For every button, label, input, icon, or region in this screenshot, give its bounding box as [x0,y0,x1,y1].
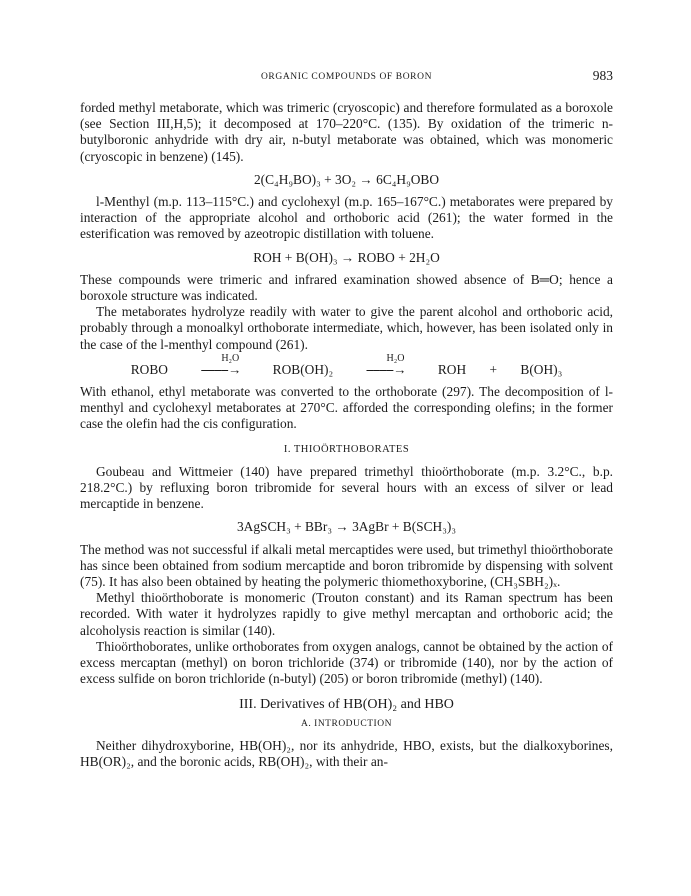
equation: ROH + B(OH)₃ → ROBO + 2H₂O [253,249,440,265]
reaction-arrow [356,352,414,378]
subsection-heading: A. INTRODUCTION [301,718,392,729]
paragraph: Thioörthoborates, unlike orthoborates from oxygen analogs, cannot be obtained by the action of excess mercaptan (methyl) on boron trichloride (374) or tribromide (140), nor by the action of excess sulfide on boron trichloride (n-butyl) (205) or boron tribromide (methyl) (140). [80,638,613,687]
equation-hydrolysis [80,352,613,378]
paragraph: The method was not successful if alkali metal mercaptides were used, but trimethyl thioörthoborate has since been obtained from sodium mercaptide and boron tribromide by dispensing with solvent (75). It has also been obtained by heating the polymeric thiomethoxyborine, (CH₃SBH₂)ₓ. [80,541,613,590]
body-text [80,100,613,770]
equation-term: ROH [437,361,467,377]
paragraph: Neither dihydroxyborine, HB(OH)₂, nor its anhydride, HBO, exists, but the dialkoxyborines, HB(OR)₂, and the boronic acids, RB(OH)₂, with their an- [80,737,613,770]
page-number: 983 [592,68,613,83]
paragraph: Goubeau and Wittmeier (140) have prepared trimethyl thioörthoborate (m.p. 3.2°C., b.p. 218.2°C.) by refluxing boron tribromide for several hours with an excess of silver or lead mercaptide in benzene. [80,463,613,512]
chapter-heading: III. Derivatives of HB(OH)₂ and HBO [239,696,454,712]
paragraph: With ethanol, ethyl metaborate was converted to the orthoborate (297). The decomposition of l-menthyl and cyclohexyl metaborates at 270°C. afforded the corresponding olefins; in the former case the olefin had the cis configuration. [80,384,613,432]
equation: 3AgSCH₃ + BBr₃ → 3AgBr + B(SCH₃)₃ [236,519,457,535]
paragraph: The metaborates hydrolyze readily with water to give the parent alcohol and orthoboric acid, probably through a monoalkyl orthoborate intermediate, which, however, has been isolated only in the case of the l-menthyl compound (261). [80,304,613,352]
paragraph: These compounds were trimeric and infrared examination showed absence of B═O; hence a boroxole structure was indicated. [80,271,613,304]
equation-term: ROBO [130,361,168,377]
equation-plus: + [489,361,498,377]
paragraph: forded methyl metaborate, which was trimeric (cryoscopic) and therefore formulated as a boroxole (see Section III,H,5); it decomposed at 170–220°C. (135). By oxidation of the trimeric n-butylboronic anhydride with dry air, n-butyl metaborate was obtained, which was monomeric (cryoscopic in benzene) (145). [80,100,613,164]
arrow-label: H₂O [221,352,240,364]
paragraph: l-Menthyl (m.p. 113–115°C.) and cyclohexyl (m.p. 165–167°C.) metaborates were prepared by interaction of the appropriate alcohol and orthoboric acid (261); the water formed in the esterification was removed by azeotropic distillation with toluene. [80,194,613,242]
arrow-line: ⎯⎯⎯⎯→ [201,361,242,377]
equation-term: ROB(OH)₂ [272,361,334,377]
equation: 2(C₄H₉BO)₃ + 3O₂ → 6C₄H₉OBO [253,171,440,187]
reaction-arrow [191,352,249,378]
arrow-label: H₂O [386,352,405,364]
equation-term: B(OH)₃ [520,361,563,377]
section-heading: I. THIOÖRTHOBORATES [283,443,410,455]
running-head: ORGANIC COMPOUNDS OF BORON [260,72,433,82]
arrow-line: ⎯⎯⎯⎯→ [366,361,407,377]
paragraph: Methyl thioörthoborate is monomeric (Trouton constant) and its Raman spectrum has been recorded. With water it hydrolyzes rapidly to give methyl mercaptan and orthoboric acid; the alcoholysis reaction is similar (140). [80,590,613,638]
